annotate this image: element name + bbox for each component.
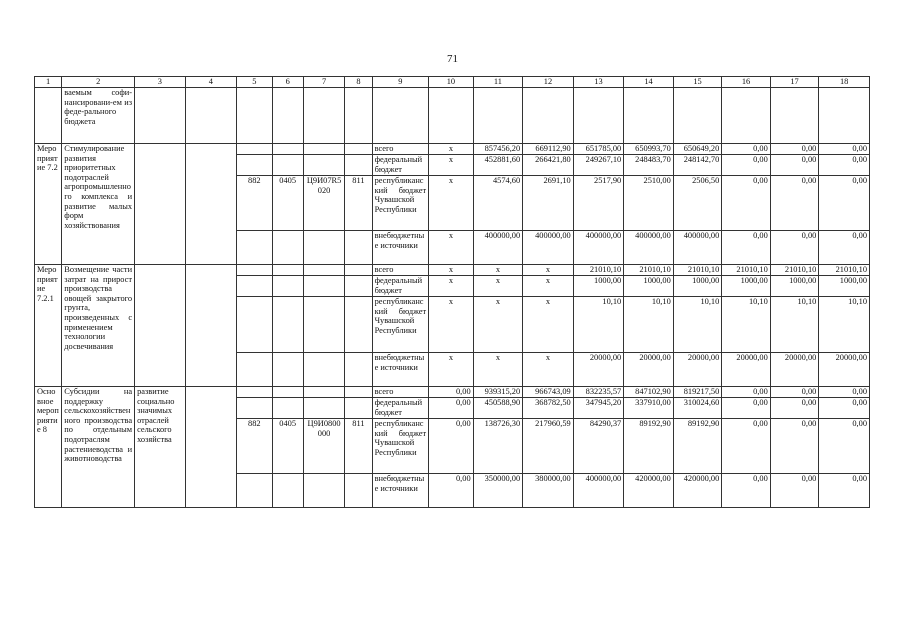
funding-source: внебюджетные источники	[372, 231, 429, 265]
table-cell: x	[429, 155, 473, 176]
table-cell: 4574,60	[473, 176, 523, 231]
table-cell: 847102,90	[624, 387, 674, 398]
table-cell: 20000,00	[673, 353, 722, 387]
table-cell: 20000,00	[770, 353, 819, 387]
funding-source: республиканский бюджет Чувашской Республики	[372, 176, 429, 231]
measure-goal-8: развитие социально значимых отраслей сельского хозяйства	[135, 387, 186, 508]
table-cell: 21010,10	[624, 265, 674, 276]
table-cell: 400000,00	[573, 231, 624, 265]
table-cell: 650993,70	[624, 144, 674, 155]
csr-code: Ц9И07R5020	[303, 176, 344, 231]
table-cell: 0,00	[819, 176, 870, 231]
table-cell: 0,00	[819, 155, 870, 176]
table-cell: 1000,00	[624, 276, 674, 297]
table-cell: x	[429, 176, 473, 231]
table-cell: 347945,20	[573, 398, 624, 419]
funding-source: федеральный бюджет	[372, 276, 429, 297]
funding-source: федеральный бюджет	[372, 155, 429, 176]
table-cell: x	[473, 297, 523, 353]
table-cell: 2517,90	[573, 176, 624, 231]
table-cell: 0,00	[722, 155, 771, 176]
column-header: 14	[624, 77, 674, 88]
table-cell: 0,00	[819, 474, 870, 508]
table-cell: 0,00	[819, 231, 870, 265]
table-cell: x	[473, 353, 523, 387]
table-cell: 248483,70	[624, 155, 674, 176]
table-cell: x	[523, 265, 574, 276]
table-cell: 10,10	[722, 297, 771, 353]
column-header: 12	[523, 77, 574, 88]
table-cell: 0,00	[819, 398, 870, 419]
table-cell: 0,00	[770, 176, 819, 231]
table-cell: 452881,60	[473, 155, 523, 176]
measure-name-8: Субсидии на поддержку сельскохозяйственного производства по отдельным подотраслям растениеводства и животноводства	[62, 387, 135, 508]
table-cell: x	[473, 265, 523, 276]
table-cell: 368782,50	[523, 398, 574, 419]
table-cell: 20000,00	[819, 353, 870, 387]
table-cell: 0,00	[770, 231, 819, 265]
table-cell: 20000,00	[573, 353, 624, 387]
funding-source: всего	[372, 144, 429, 155]
rzpr-code: 0405	[272, 176, 303, 231]
table-cell: 10,10	[624, 297, 674, 353]
table-cell: 0,00	[722, 144, 771, 155]
column-header: 10	[429, 77, 473, 88]
continuation-row	[35, 88, 870, 144]
table-cell: 651785,00	[573, 144, 624, 155]
table-cell: 400000,00	[573, 474, 624, 508]
table-cell: 0,00	[722, 231, 771, 265]
table-cell: 337910,00	[624, 398, 674, 419]
table-cell: 650649,20	[673, 144, 722, 155]
continuation-name: ваемым софи-нансировани-ем из феде-рального бюджета	[62, 88, 135, 144]
column-header: 2	[62, 77, 135, 88]
table-cell: 819217,50	[673, 387, 722, 398]
table-cell: 138726,30	[473, 419, 523, 474]
table-cell: 380000,00	[523, 474, 574, 508]
table-cell: x	[429, 297, 473, 353]
vr-code: 811	[345, 419, 372, 474]
table-cell: 20000,00	[722, 353, 771, 387]
table-cell: 10,10	[673, 297, 722, 353]
column-header: 4	[185, 77, 237, 88]
column-header: 3	[135, 77, 186, 88]
table-cell: 0,00	[770, 155, 819, 176]
column-header: 15	[673, 77, 722, 88]
measure-code-7-2: Мероприятие 7.2	[35, 144, 62, 265]
table-cell: 450588,90	[473, 398, 523, 419]
table-cell: 0,00	[819, 144, 870, 155]
table-cell: 0,00	[429, 398, 473, 419]
table-cell: 248142,70	[673, 155, 722, 176]
rzpr-code: 0405	[272, 419, 303, 474]
measure-name-7-2: Стимулирование развития приоритетных подотраслей агропромышленного комплекса и развитие малых форм хозяйствования	[62, 144, 135, 265]
funding-source: всего	[372, 265, 429, 276]
table-cell: 2510,00	[624, 176, 674, 231]
funding-source: федеральный бюджет	[372, 398, 429, 419]
table-cell: 420000,00	[624, 474, 674, 508]
table-cell: 21010,10	[573, 265, 624, 276]
table-cell: 21010,10	[673, 265, 722, 276]
table-cell: 310024,60	[673, 398, 722, 419]
funding-source: всего	[372, 387, 429, 398]
table-cell: 21010,10	[722, 265, 771, 276]
table-cell: 21010,10	[770, 265, 819, 276]
table-row	[35, 265, 870, 276]
table-cell: 420000,00	[673, 474, 722, 508]
grbs-code: 882	[237, 176, 272, 231]
table-cell: 0,00	[429, 474, 473, 508]
table-row	[35, 144, 870, 155]
measure-name-7-2-1: Возмещение части затрат на прирост производства овощей закрытого грунта, произведенных с применением технологии досвечивания	[62, 265, 135, 387]
page-number: 71	[447, 53, 458, 65]
column-header: 7	[303, 77, 344, 88]
table-cell: 20000,00	[624, 353, 674, 387]
table-cell: 0,00	[819, 387, 870, 398]
table-cell: 1000,00	[573, 276, 624, 297]
table-cell: 89192,90	[624, 419, 674, 474]
table-cell: 0,00	[770, 144, 819, 155]
table-cell: 0,00	[722, 176, 771, 231]
column-header: 1	[35, 77, 62, 88]
table-cell: x	[523, 276, 574, 297]
table-cell: x	[429, 265, 473, 276]
table-cell: 0,00	[722, 398, 771, 419]
column-header: 5	[237, 77, 272, 88]
table-cell: x	[429, 276, 473, 297]
table-cell: x	[429, 144, 473, 155]
table-cell: 0,00	[770, 398, 819, 419]
table-cell: 10,10	[573, 297, 624, 353]
table-cell: x	[523, 353, 574, 387]
column-header: 17	[770, 77, 819, 88]
table-cell: 1000,00	[819, 276, 870, 297]
column-number-row	[35, 77, 870, 88]
table-cell: 350000,00	[473, 474, 523, 508]
column-header: 11	[473, 77, 523, 88]
column-header: 6	[272, 77, 303, 88]
table-cell: 400000,00	[523, 231, 574, 265]
funding-source: республиканский бюджет Чувашской Республики	[372, 297, 429, 353]
table-row	[35, 387, 870, 398]
vr-code: 811	[345, 176, 372, 231]
table-cell: 0,00	[770, 419, 819, 474]
table-cell: x	[473, 276, 523, 297]
table-cell: 939315,20	[473, 387, 523, 398]
table-cell: 10,10	[770, 297, 819, 353]
funding-source: республиканский бюджет Чувашской Республики	[372, 419, 429, 474]
table-cell: x	[429, 231, 473, 265]
table-cell: 1000,00	[673, 276, 722, 297]
table-cell: 1000,00	[722, 276, 771, 297]
table-cell: 0,00	[722, 474, 771, 508]
table-cell: 84290,37	[573, 419, 624, 474]
table-cell: 2691,10	[523, 176, 574, 231]
table-cell: 0,00	[770, 387, 819, 398]
grbs-code: 882	[237, 419, 272, 474]
table-cell: 400000,00	[673, 231, 722, 265]
column-header: 8	[345, 77, 372, 88]
column-header: 18	[819, 77, 870, 88]
table-cell: 0,00	[722, 419, 771, 474]
table-cell: 2506,50	[673, 176, 722, 231]
measure-code-7-2-1: Мероприятие 7.2.1	[35, 265, 62, 387]
table-cell: 400000,00	[473, 231, 523, 265]
funding-source: внебюджетные источники	[372, 353, 429, 387]
table-cell: 0,00	[770, 474, 819, 508]
table-cell: 857456,20	[473, 144, 523, 155]
column-header: 9	[372, 77, 429, 88]
table-cell: 21010,10	[819, 265, 870, 276]
table-cell: 1000,00	[770, 276, 819, 297]
column-header: 13	[573, 77, 624, 88]
table-cell: 0,00	[722, 387, 771, 398]
table-cell: 89192,90	[673, 419, 722, 474]
table-cell: 0,00	[429, 419, 473, 474]
table-cell: 669112,90	[523, 144, 574, 155]
table-cell: 0,00	[819, 419, 870, 474]
table-cell: x	[523, 297, 574, 353]
csr-code: Ц9И0800000	[303, 419, 344, 474]
budget-table	[34, 76, 870, 508]
table-cell: x	[429, 353, 473, 387]
funding-source: внебюджетные источники	[372, 474, 429, 508]
table-cell: 832235,57	[573, 387, 624, 398]
measure-code-8: Основное мероприятие 8	[35, 387, 62, 508]
table-cell: 249267,10	[573, 155, 624, 176]
table-cell: 0,00	[429, 387, 473, 398]
table-cell: 217960,59	[523, 419, 574, 474]
column-header: 16	[722, 77, 771, 88]
table-cell: 400000,00	[624, 231, 674, 265]
table-cell: 10,10	[819, 297, 870, 353]
table-cell: 266421,80	[523, 155, 574, 176]
table-cell: 966743,09	[523, 387, 574, 398]
